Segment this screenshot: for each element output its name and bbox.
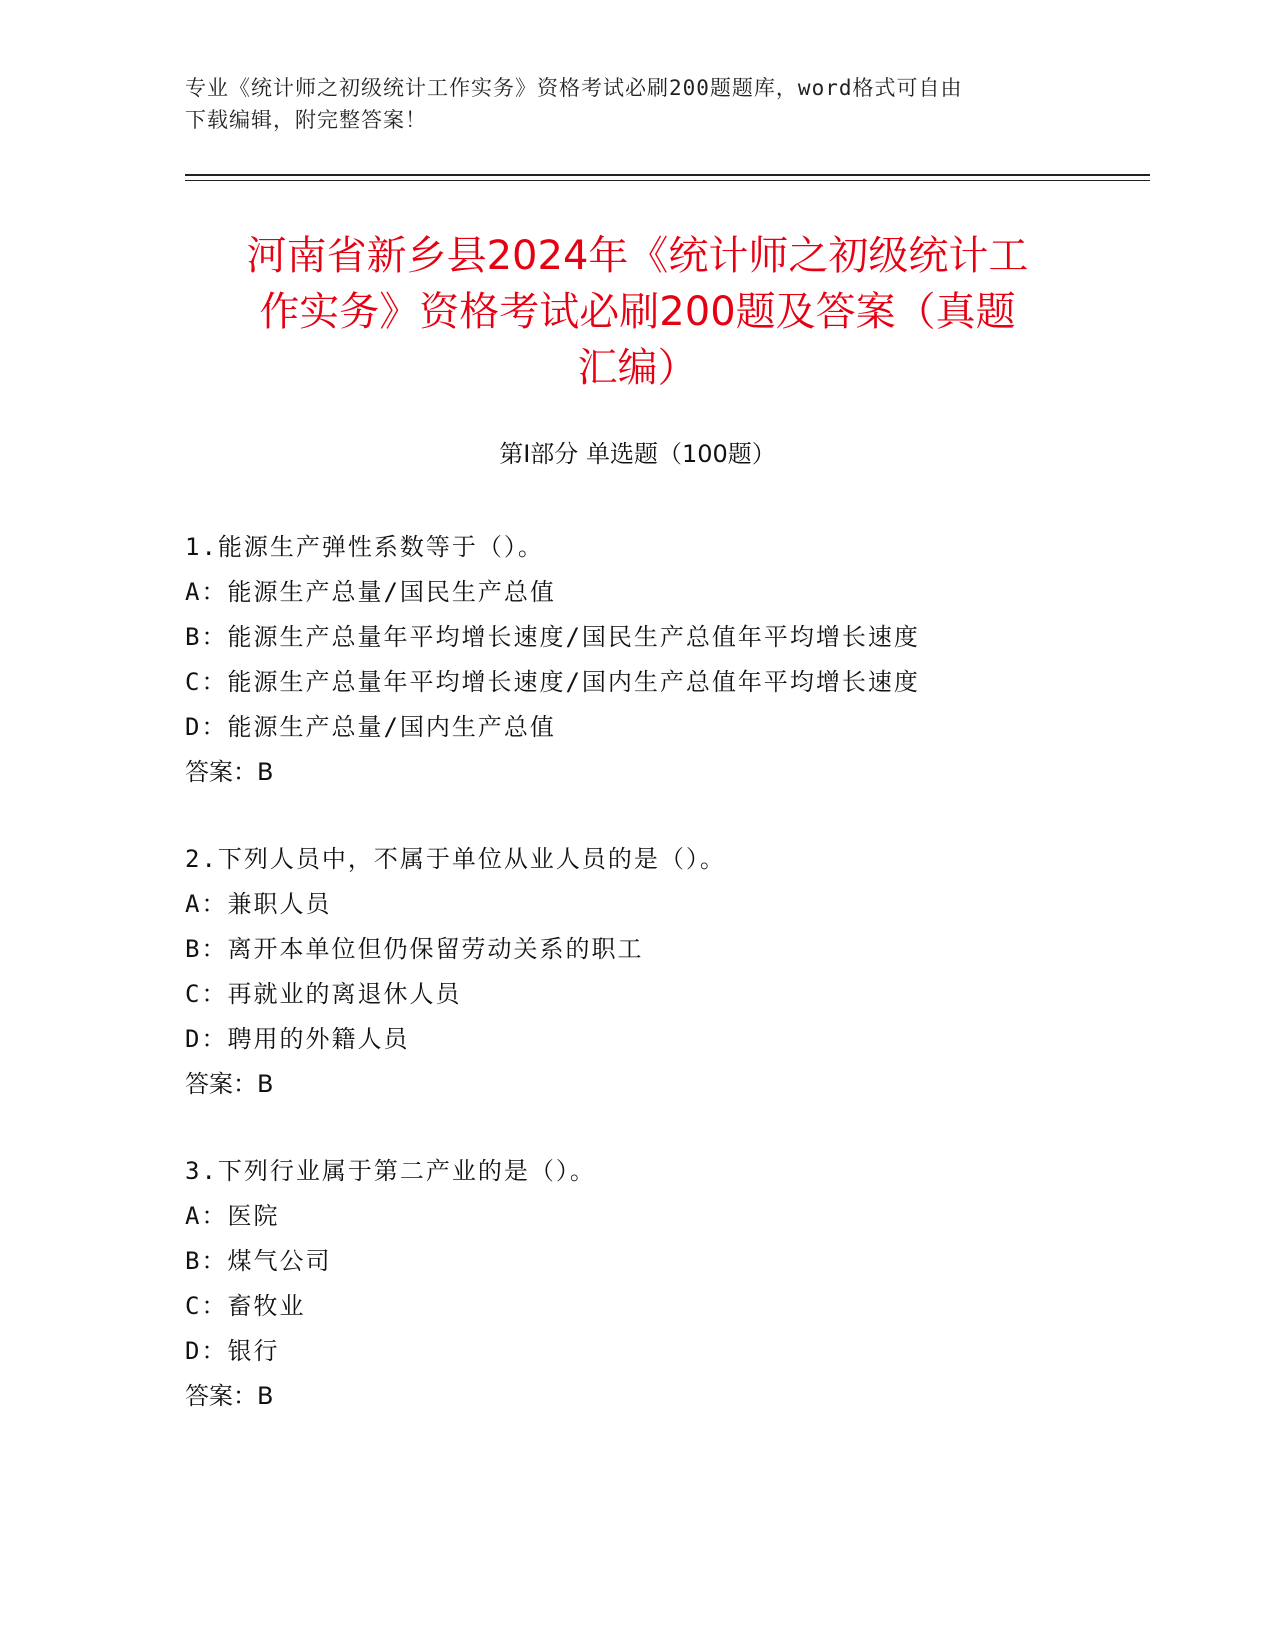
document-title (180, 228, 1095, 396)
option-b: B：能源生产总量年平均增长速度/国民生产总值年平均增长速度 (185, 623, 920, 651)
option-d: D：能源生产总量/国内生产总值 (185, 713, 556, 741)
option-a: A：医院 (185, 1202, 280, 1230)
document-title-line-1: 河南省新乡县2024年《统计师之初级统计工 (246, 233, 1029, 279)
header-note-line-1: 专业《统计师之初级统计工作实务》资格考试必刷200题题库，word格式可自由 (185, 76, 963, 100)
answer: 答案：B (185, 758, 274, 786)
question-2 (185, 837, 1105, 1107)
question-3 (185, 1149, 1105, 1419)
question-list (185, 525, 1105, 1461)
option-b: B：离开本单位但仍保留劳动关系的职工 (185, 935, 644, 963)
header-note (185, 72, 1085, 136)
document-title-line-3: 汇编） (577, 345, 698, 391)
option-d: D：聘用的外籍人员 (185, 1025, 410, 1053)
question-stem: 1.能源生产弹性系数等于（）。 (185, 533, 544, 561)
section-title: 第Ⅰ部分 单选题（100题） (499, 440, 776, 468)
option-d: D：银行 (185, 1337, 280, 1365)
option-c: C：畜牧业 (185, 1292, 306, 1320)
header-divider-thin (185, 180, 1150, 181)
option-a: A：兼职人员 (185, 890, 332, 918)
option-c: C：再就业的离退休人员 (185, 980, 462, 1008)
header-note-line-2: 下载编辑，附完整答案！ (185, 108, 427, 132)
answer: 答案：B (185, 1382, 274, 1410)
question-1 (185, 525, 1105, 795)
option-c: C：能源生产总量年平均增长速度/国内生产总值年平均增长速度 (185, 668, 920, 696)
document-title-line-2: 作实务》资格考试必刷200题及答案（真题 (259, 289, 1016, 335)
question-stem: 3.下列行业属于第二产业的是（）。 (185, 1157, 596, 1185)
header-divider-thick (185, 174, 1150, 176)
answer: 答案：B (185, 1070, 274, 1098)
option-b: B：煤气公司 (185, 1247, 332, 1275)
option-a: A：能源生产总量/国民生产总值 (185, 578, 556, 606)
question-stem: 2.下列人员中，不属于单位从业人员的是（）。 (185, 845, 726, 873)
